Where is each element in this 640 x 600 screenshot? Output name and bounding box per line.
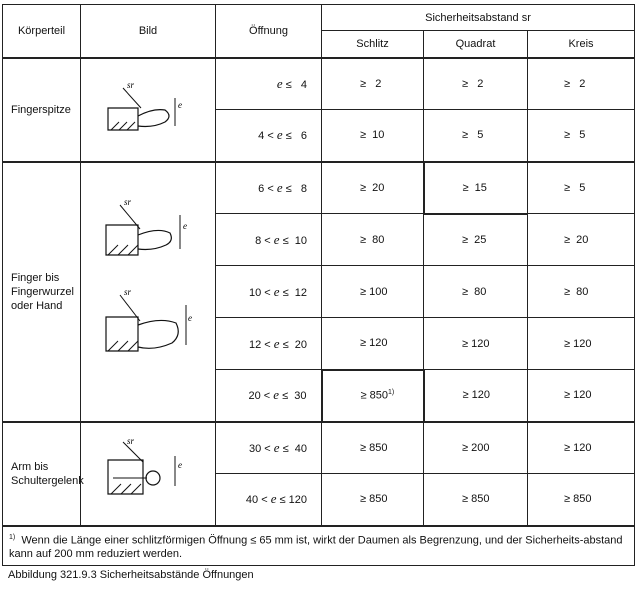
- diagram-finger-hand: [81, 162, 216, 422]
- body-part-finger-hand: Finger bis Fingerwurzel oder Hand: [3, 162, 81, 422]
- header-safety-distance: [322, 5, 635, 31]
- header-row-top: [3, 5, 635, 31]
- table-row: [3, 422, 635, 474]
- opening-cell: e ≤ 4: [216, 58, 322, 110]
- slot-cell: ≥ 120: [322, 318, 424, 370]
- circle-cell: ≥ 5: [528, 162, 635, 214]
- diagram-label-e: e: [178, 460, 182, 470]
- header-square: Quadrat: [424, 31, 528, 58]
- diagram-fingertip: [81, 58, 216, 162]
- opening-cell: 12 < e ≤ 20: [216, 318, 322, 370]
- circle-cell: ≥ 850: [528, 474, 635, 526]
- footnote: [3, 526, 635, 566]
- diagram-label-e: e: [178, 100, 182, 110]
- slot-cell: ≥ 2: [322, 58, 424, 110]
- slot-cell: ≥ 20: [322, 162, 424, 214]
- circle-cell: ≥ 20: [528, 214, 635, 266]
- opening-cell: 20 < e ≤ 30: [216, 370, 322, 422]
- opening-cell: 6 < e ≤ 8: [216, 162, 322, 214]
- square-cell: ≥ 25: [424, 214, 528, 266]
- slot-cell: ≥ 10: [322, 110, 424, 162]
- figure-caption: Abbildung 321.9.3 Sicherheitsabstände Öffnungen: [8, 569, 254, 581]
- footnote-row: [3, 526, 635, 566]
- slot-cell: ≥ 850: [322, 474, 424, 526]
- header-slot: Schlitz: [322, 31, 424, 58]
- slot-cell: ≥ 80: [322, 214, 424, 266]
- header-body-part: Körperteil: [3, 5, 81, 58]
- diagram-arm-shoulder: [81, 422, 216, 526]
- table-row: [3, 58, 635, 110]
- opening-cell: 4 < e ≤ 6: [216, 110, 322, 162]
- square-cell: ≥ 200: [424, 422, 528, 474]
- square-cell: ≥ 15: [424, 162, 528, 214]
- circle-cell: ≥ 120: [528, 370, 635, 422]
- square-cell: ≥ 120: [424, 318, 528, 370]
- square-cell: ≥ 120: [424, 370, 528, 422]
- square-cell: ≥ 5: [424, 110, 528, 162]
- header-circle: Kreis: [528, 31, 635, 58]
- slot-cell: [322, 370, 424, 422]
- body-part-arm-shoulder: Arm bis Schultergelenk: [3, 422, 81, 526]
- fingertip-diagram-svg: [103, 68, 193, 148]
- slot-cell: ≥ 100: [322, 266, 424, 318]
- opening-cell: 10 < e ≤ 12: [216, 266, 322, 318]
- circle-cell: ≥ 5: [528, 110, 635, 162]
- header-opening: Öffnung: [216, 5, 322, 58]
- header-picture: Bild: [81, 5, 216, 58]
- square-cell: ≥ 80: [424, 266, 528, 318]
- square-cell: ≥ 850: [424, 474, 528, 526]
- square-cell: ≥ 2: [424, 58, 528, 110]
- circle-cell: ≥ 80: [528, 266, 635, 318]
- slot-value: ≥ 850: [360, 389, 388, 402]
- footnote-ref: 1): [387, 389, 395, 397]
- footnote-marker: 1): [9, 533, 16, 541]
- safety-distance-table: [2, 4, 635, 566]
- diagram-label-sr: sr: [127, 436, 135, 446]
- opening-cell: 30 < e ≤ 40: [216, 422, 322, 474]
- circle-cell: ≥ 120: [528, 318, 635, 370]
- diagram-label-e: e: [183, 221, 187, 231]
- opening-cell: 8 < e ≤ 10: [216, 214, 322, 266]
- diagram-label-sr: sr: [124, 197, 132, 207]
- diagram-label-sr: sr: [127, 80, 135, 90]
- table-row: [3, 162, 635, 214]
- finger-hand-diagram-svg: [98, 185, 198, 395]
- header-safety-distance-text: Sicherheitsabstand sr: [425, 11, 531, 24]
- body-part-fingertip: Fingerspitze: [3, 58, 81, 162]
- diagram-label-sr: sr: [124, 287, 132, 297]
- circle-cell: ≥ 120: [528, 422, 635, 474]
- circle-cell: ≥ 2: [528, 58, 635, 110]
- slot-cell: ≥ 850: [322, 422, 424, 474]
- footnote-text: Wenn die Länge einer schlitzförmigen Öffnung ≤ 65 mm ist, wirkt der Daumen als Begrenzung, und der Sicherheits-abstand kann auf 200 mm reduziert werden.: [9, 534, 623, 561]
- diagram-label-e: e: [188, 313, 192, 323]
- arm-diagram-svg: [103, 432, 193, 512]
- opening-cell: 40 < e ≤ 120: [216, 474, 322, 526]
